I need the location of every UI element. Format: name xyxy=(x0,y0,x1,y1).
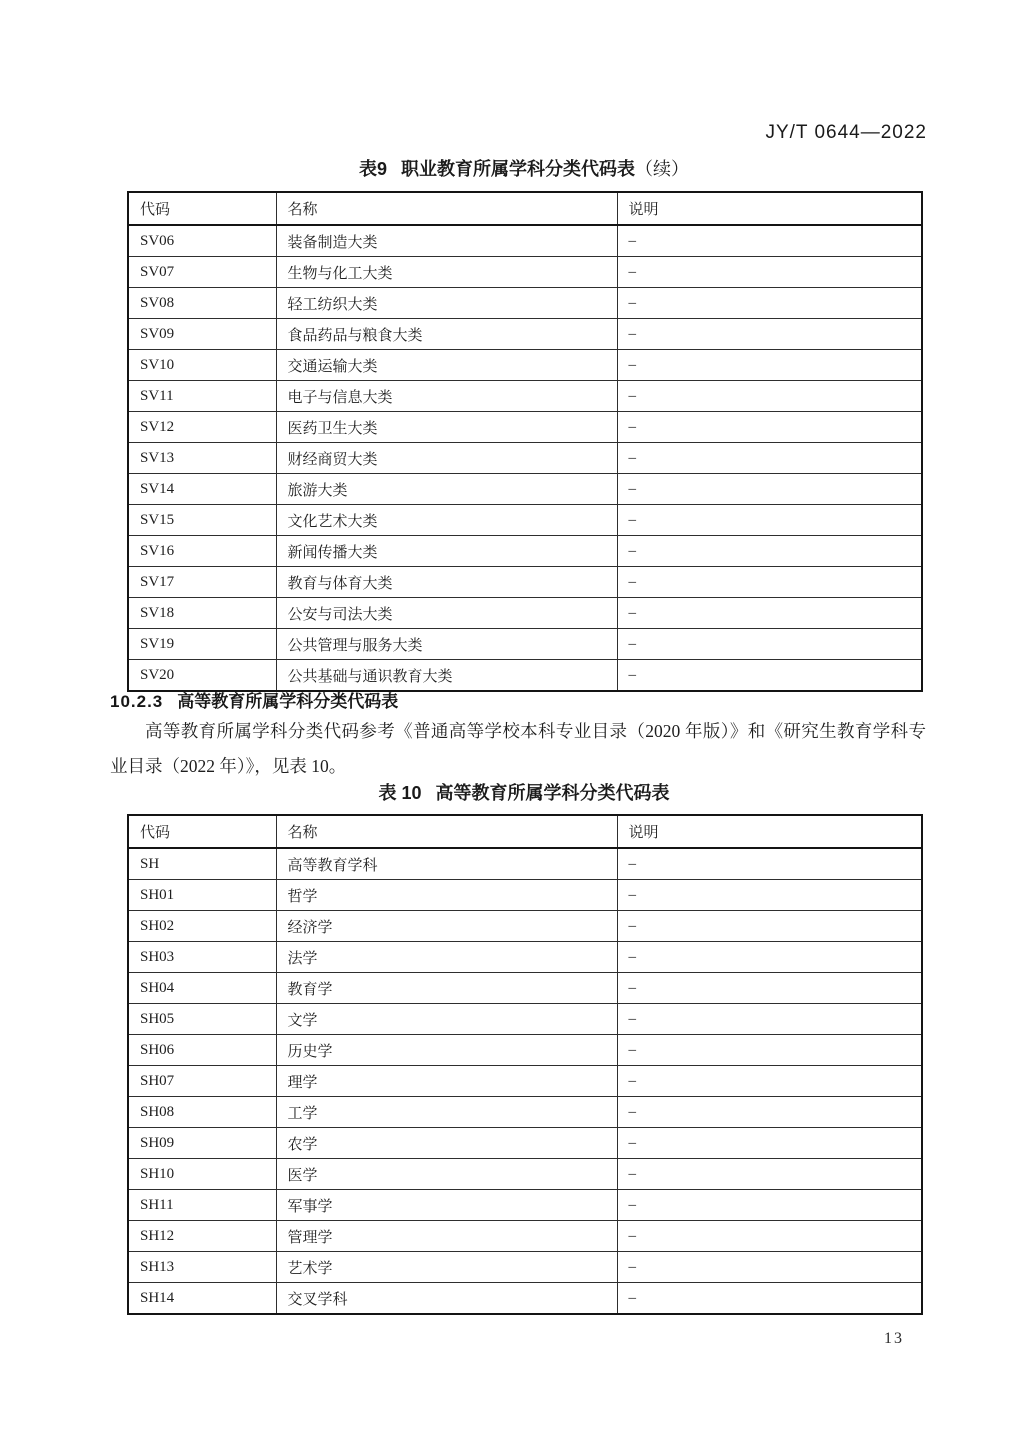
cell-code: SH08 xyxy=(128,1097,276,1128)
cell-name: 公安与司法大类 xyxy=(276,598,617,629)
cell-name: 军事学 xyxy=(276,1190,617,1221)
table-row xyxy=(128,319,922,350)
cell-name: 理学 xyxy=(276,1066,617,1097)
cell-name: 文学 xyxy=(276,1004,617,1035)
cell-code: SH13 xyxy=(128,1252,276,1283)
cell-code: SH14 xyxy=(128,1283,276,1315)
cell-note: – xyxy=(617,942,922,973)
cell-note: – xyxy=(617,225,922,257)
cell-note: – xyxy=(617,474,922,505)
cell-code: SV07 xyxy=(128,257,276,288)
cell-code: SH05 xyxy=(128,1004,276,1035)
cell-note: – xyxy=(617,1159,922,1190)
cell-code: SV08 xyxy=(128,288,276,319)
cell-name: 历史学 xyxy=(276,1035,617,1066)
cell-note: – xyxy=(617,567,922,598)
table10-caption xyxy=(127,779,921,805)
table-row xyxy=(128,536,922,567)
cell-note: – xyxy=(617,1283,922,1315)
cell-name: 艺术学 xyxy=(276,1252,617,1283)
cell-name: 医药卫生大类 xyxy=(276,412,617,443)
cell-note: – xyxy=(617,443,922,474)
cell-code: SV13 xyxy=(128,443,276,474)
cell-name: 高等教育学科 xyxy=(276,848,617,880)
cell-code: SH xyxy=(128,848,276,880)
cell-code: SH10 xyxy=(128,1159,276,1190)
cell-name: 食品药品与粮食大类 xyxy=(276,319,617,350)
table-row xyxy=(128,288,922,319)
cell-note: – xyxy=(617,1252,922,1283)
cell-code: SH11 xyxy=(128,1190,276,1221)
cell-name: 交通运输大类 xyxy=(276,350,617,381)
table9-caption-label: 表9 xyxy=(358,159,387,179)
table-row xyxy=(128,505,922,536)
cell-note: – xyxy=(617,350,922,381)
cell-name: 教育与体育大类 xyxy=(276,567,617,598)
cell-note: – xyxy=(617,505,922,536)
table-row xyxy=(128,350,922,381)
table-row xyxy=(128,848,922,880)
table-row xyxy=(128,1097,922,1128)
table-row xyxy=(128,1066,922,1097)
cell-note: – xyxy=(617,536,922,567)
body-paragraph: 高等教育所属学科分类代码参考《普通高等学校本科专业目录（2020 年版）》和《研究生教育学科专业目录（2022 年）》，见表 10。 xyxy=(110,721,926,776)
cell-note: – xyxy=(617,1004,922,1035)
cell-name: 轻工纺织大类 xyxy=(276,288,617,319)
cell-code: SV15 xyxy=(128,505,276,536)
table10-header xyxy=(128,815,922,848)
table-row xyxy=(128,942,922,973)
cell-name: 农学 xyxy=(276,1128,617,1159)
table-header-row xyxy=(128,815,922,848)
table-row xyxy=(128,443,922,474)
table-row xyxy=(128,1035,922,1066)
cell-note: – xyxy=(617,880,922,911)
cell-note: – xyxy=(617,598,922,629)
cell-note: – xyxy=(617,1128,922,1159)
table-row xyxy=(128,1004,922,1035)
table-row xyxy=(128,1221,922,1252)
column-header-code: 代码 xyxy=(128,815,276,848)
table-row xyxy=(128,225,922,257)
table-row xyxy=(128,1190,922,1221)
cell-code: SV17 xyxy=(128,567,276,598)
cell-code: SH02 xyxy=(128,911,276,942)
cell-code: SH07 xyxy=(128,1066,276,1097)
cell-code: SV16 xyxy=(128,536,276,567)
cell-name: 哲学 xyxy=(276,880,617,911)
table-row xyxy=(128,880,922,911)
cell-name: 交叉学科 xyxy=(276,1283,617,1315)
cell-note: – xyxy=(617,381,922,412)
cell-code: SH06 xyxy=(128,1035,276,1066)
table-row xyxy=(128,1159,922,1190)
table9-caption xyxy=(127,155,921,181)
table9 xyxy=(127,191,923,692)
cell-name: 公共基础与通识教育大类 xyxy=(276,660,617,692)
cell-note: – xyxy=(617,848,922,880)
cell-code: SV18 xyxy=(128,598,276,629)
cell-note: – xyxy=(617,629,922,660)
cell-name: 法学 xyxy=(276,942,617,973)
cell-note: – xyxy=(617,911,922,942)
cell-name: 旅游大类 xyxy=(276,474,617,505)
table10 xyxy=(127,814,923,1315)
table-row xyxy=(128,412,922,443)
table-header-row xyxy=(128,192,922,225)
cell-note: – xyxy=(617,1066,922,1097)
section-number: 10.2.3 xyxy=(110,692,164,711)
cell-name: 经济学 xyxy=(276,911,617,942)
table-row xyxy=(128,1283,922,1315)
cell-name: 电子与信息大类 xyxy=(276,381,617,412)
cell-note: – xyxy=(617,973,922,1004)
table10-caption-title: 高等教育所属学科分类代码表 xyxy=(435,783,670,803)
cell-name: 管理学 xyxy=(276,1221,617,1252)
column-header-note: 说明 xyxy=(617,815,922,848)
cell-code: SV14 xyxy=(128,474,276,505)
table9-header xyxy=(128,192,922,225)
column-header-code: 代码 xyxy=(128,192,276,225)
cell-code: SV10 xyxy=(128,350,276,381)
cell-code: SV11 xyxy=(128,381,276,412)
cell-note: – xyxy=(617,1221,922,1252)
table-row xyxy=(128,567,922,598)
cell-name: 医学 xyxy=(276,1159,617,1190)
column-header-name: 名称 xyxy=(276,815,617,848)
section-title: 高等教育所属学科分类代码表 xyxy=(177,692,399,711)
cell-name: 工学 xyxy=(276,1097,617,1128)
cell-code: SH03 xyxy=(128,942,276,973)
table-row xyxy=(128,911,922,942)
cell-name: 财经商贸大类 xyxy=(276,443,617,474)
column-header-name: 名称 xyxy=(276,192,617,225)
cell-note: – xyxy=(617,1035,922,1066)
table10-body xyxy=(128,848,922,1314)
cell-name: 教育学 xyxy=(276,973,617,1004)
table-row xyxy=(128,973,922,1004)
table9-caption-title: 职业教育所属学科分类代码表 xyxy=(401,159,635,179)
section-heading xyxy=(110,687,398,712)
cell-code: SH04 xyxy=(128,973,276,1004)
cell-code: SH01 xyxy=(128,880,276,911)
cell-note: – xyxy=(617,319,922,350)
cell-code: SV12 xyxy=(128,412,276,443)
cell-note: – xyxy=(617,660,922,692)
doc-number: JY/T 0644—2022 xyxy=(765,122,927,143)
column-header-note: 说明 xyxy=(617,192,922,225)
cell-code: SV09 xyxy=(128,319,276,350)
table-row xyxy=(128,1252,922,1283)
cell-note: – xyxy=(617,257,922,288)
cell-name: 新闻传播大类 xyxy=(276,536,617,567)
cell-note: – xyxy=(617,288,922,319)
cell-name: 公共管理与服务大类 xyxy=(276,629,617,660)
cell-code: SH12 xyxy=(128,1221,276,1252)
table-row xyxy=(128,257,922,288)
cell-code: SV19 xyxy=(128,629,276,660)
cell-note: – xyxy=(617,1097,922,1128)
table10-caption-label: 表 10 xyxy=(378,783,422,803)
cell-code: SV06 xyxy=(128,225,276,257)
table-row xyxy=(128,381,922,412)
cell-note: – xyxy=(617,1190,922,1221)
table-row xyxy=(128,629,922,660)
cell-note: – xyxy=(617,412,922,443)
table-row xyxy=(128,598,922,629)
cell-name: 生物与化工大类 xyxy=(276,257,617,288)
cell-code: SH09 xyxy=(128,1128,276,1159)
cell-code: SV20 xyxy=(128,660,276,692)
table9-caption-suffix: （续） xyxy=(635,159,689,179)
page-number: 13 xyxy=(884,1330,904,1347)
cell-name: 文化艺术大类 xyxy=(276,505,617,536)
table-row xyxy=(128,474,922,505)
table-row xyxy=(128,1128,922,1159)
table9-body xyxy=(128,225,922,691)
cell-name: 装备制造大类 xyxy=(276,225,617,257)
